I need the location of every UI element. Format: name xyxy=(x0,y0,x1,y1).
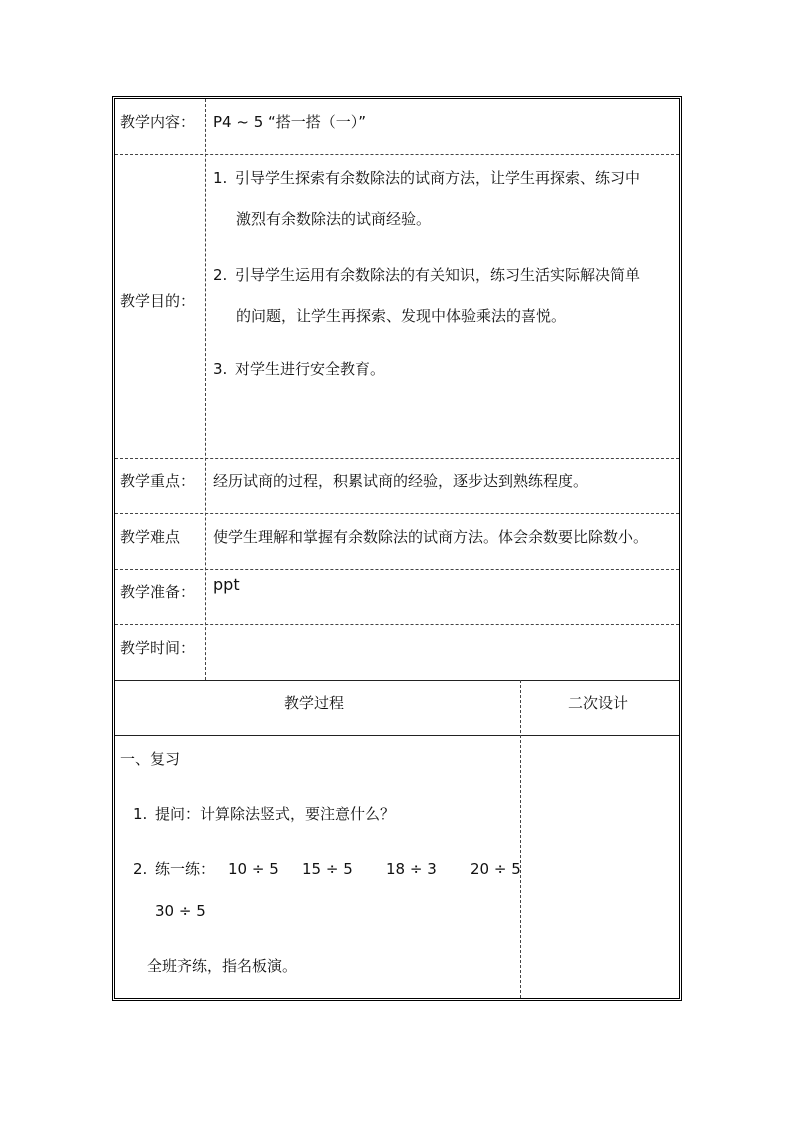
objective-text-continued: 的问题，让学生再探索、发现中体验乘法的喜悦。 xyxy=(236,307,567,325)
process-header: 教学过程 xyxy=(284,694,345,712)
objective-number: 3. xyxy=(213,360,228,378)
objectives-label: 教学目的： xyxy=(120,292,196,310)
objective-item xyxy=(213,169,640,187)
objective-text-continued: 激烈有余数除法的试商经验。 xyxy=(236,210,432,228)
row-divider xyxy=(115,680,679,681)
row-divider xyxy=(115,569,679,570)
redesign-header: 二次设计 xyxy=(568,694,629,712)
row-divider xyxy=(115,735,679,736)
content-label: 教学内容： xyxy=(120,113,196,131)
label-column-divider xyxy=(205,99,206,680)
exercise-expression: 30 ÷ 5 xyxy=(155,902,206,920)
objective-text: 引导学生运用有余数除法的有关知识，练习生活实际解决简单 xyxy=(235,266,641,284)
row-divider xyxy=(115,513,679,514)
time-label: 教学时间： xyxy=(120,639,196,657)
exercise-expression: 15 ÷ 5 xyxy=(302,860,353,878)
row-divider xyxy=(115,154,679,155)
item-number: 1. xyxy=(133,805,148,823)
objective-text: 引导学生探索有余数除法的试商方法，让学生再探索、练习中 xyxy=(235,169,641,187)
difficulty-value: 使学生理解和掌握有余数除法的试商方法。体会余数要比除数小。 xyxy=(213,528,649,546)
process-column-divider xyxy=(520,680,521,998)
key-points-label: 教学重点： xyxy=(120,472,196,490)
difficulty-label: 教学难点 xyxy=(120,528,181,546)
content-value: P4 ~ 5 “搭一搭（一）” xyxy=(213,113,367,131)
closing-note: 全班齐练，指名板演。 xyxy=(147,957,298,975)
review-item-number: 2. xyxy=(133,860,148,878)
preparation-value: ppt xyxy=(213,575,240,594)
preparation-label: 教学准备： xyxy=(120,583,196,601)
objective-number: 2. xyxy=(213,266,228,284)
exercise-expression: 18 ÷ 3 xyxy=(386,860,437,878)
objective-number: 1. xyxy=(213,169,228,187)
exercise-prefix: 练一练： xyxy=(155,860,216,878)
objective-text: 对学生进行安全教育。 xyxy=(235,360,386,378)
exercise-expression: 10 ÷ 5 xyxy=(228,860,279,878)
key-points-value: 经历试商的过程，积累试商的经验，逐步达到熟练程度。 xyxy=(213,472,589,490)
row-divider xyxy=(115,624,679,625)
item-text: 提问：计算除法竖式，要注意什么？ xyxy=(155,805,396,823)
exercise-expression: 20 ÷ 5 xyxy=(470,860,521,878)
objective-item xyxy=(213,360,385,378)
review-item xyxy=(133,805,395,823)
section-title: 一、复习 xyxy=(120,750,181,768)
objective-item xyxy=(213,266,640,284)
row-divider xyxy=(115,458,679,459)
